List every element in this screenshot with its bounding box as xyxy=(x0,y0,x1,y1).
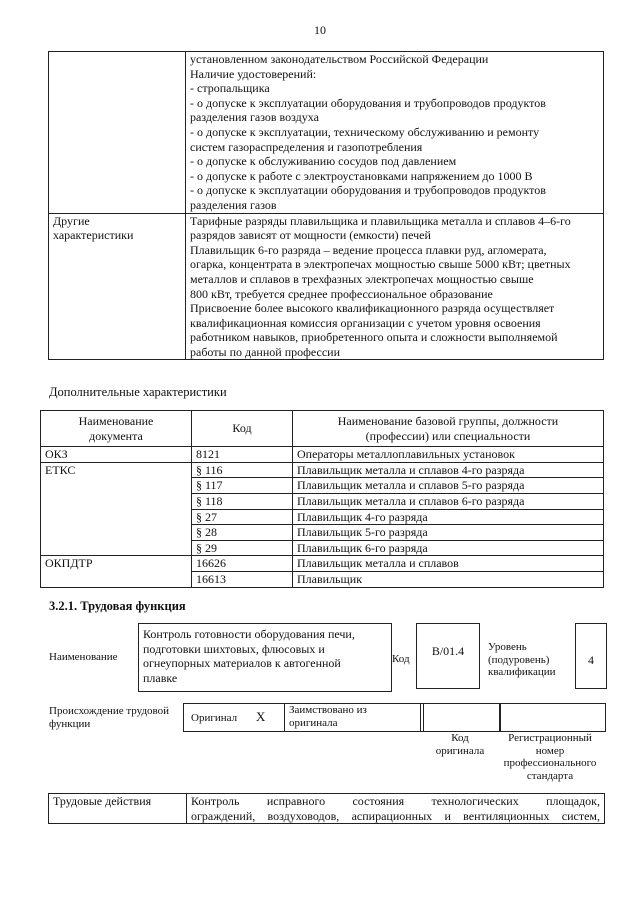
borrowed-box xyxy=(284,703,424,732)
group-name-cell: Плавильщик xyxy=(293,571,604,587)
group-name-cell: Плавильщик 6-го разряда xyxy=(293,540,604,556)
function-name-line: подготовки шихтовых, флюсовых и xyxy=(143,641,325,656)
text-line: Наличие удостоверений: xyxy=(190,66,317,81)
requirements-table xyxy=(48,51,604,360)
code-cell: § 118 xyxy=(192,493,293,509)
original-mark: Х xyxy=(256,709,266,724)
text-line: - о допуске к эксплуатации оборудования и трубопроводов продуктов xyxy=(190,183,546,198)
borrowed-label-line: оригинала xyxy=(289,716,338,729)
table-row xyxy=(49,794,605,824)
text-line: огарка, концентрата в электропечах мощностью свыше 5000 кВт; цветных xyxy=(190,257,571,272)
document-cell xyxy=(41,509,192,525)
header-code-text: Код xyxy=(232,421,252,436)
table-row xyxy=(41,493,604,509)
header-group-name xyxy=(293,411,604,447)
table-row xyxy=(41,571,604,587)
text-line: работником навыков, приобретенного опыта и сложности выполняемой xyxy=(190,330,558,345)
text-line: - о допуске к работе с электроустановками напряжением до 1000 В xyxy=(190,168,533,183)
text-line: Присвоение более высокого квалификационного разряда осуществляет xyxy=(190,301,555,316)
document-cell xyxy=(41,525,192,541)
text-line: разрядов зависят от мощности (емкости) печей xyxy=(190,228,431,243)
text-line: Плавильщик 6-го разряда – ведение процесса плавки руд, агломерата, xyxy=(190,242,547,257)
labor-function-heading: 3.2.1. Трудовая функция xyxy=(49,599,186,613)
table-row xyxy=(41,556,604,572)
origin-label-line: Происхождение трудовой xyxy=(49,705,170,717)
table-row xyxy=(49,213,604,360)
action-line: ограждений, воздуховодов, аспирационных и вентиляционных систем, xyxy=(191,808,600,823)
level-value-box xyxy=(575,623,607,689)
header-document-line: документа xyxy=(89,428,143,443)
header-document-line: Наименование xyxy=(78,414,154,428)
document-cell xyxy=(41,571,192,587)
text-line: разделения газов xyxy=(190,197,277,212)
label-line: Другие xyxy=(53,213,90,228)
code-cell: § 28 xyxy=(192,525,293,541)
labor-actions-label: Трудовые действия xyxy=(49,794,187,824)
function-name-box xyxy=(138,623,392,692)
text-line: работы по данной профессии xyxy=(190,344,341,359)
text-line: квалификационная комиссия организации с учетом уровня освоения xyxy=(190,315,541,330)
registration-number-line: Регистрационный xyxy=(508,732,592,744)
table-row xyxy=(41,462,604,478)
label-line: характеристики xyxy=(53,228,134,243)
text-line: разделения газов воздуха xyxy=(190,110,319,125)
level-label-line: квалификации xyxy=(488,666,556,678)
group-name-cell: Плавильщик металла и сплавов 5-го разряда xyxy=(293,478,604,494)
labor-actions-table xyxy=(48,793,605,824)
page-number: 10 xyxy=(314,23,326,37)
code-cell: § 27 xyxy=(192,509,293,525)
additional-characteristics-table xyxy=(40,410,604,588)
origin-label xyxy=(49,705,169,730)
code-original-box xyxy=(420,703,500,732)
code-label: Код xyxy=(392,653,410,665)
level-value: 4 xyxy=(588,653,594,667)
document-cell: ОКЗ xyxy=(41,447,192,463)
certificates-cell xyxy=(186,52,604,214)
group-name-cell: Операторы металлоплавильных установок xyxy=(293,447,604,463)
code-cell: § 116 xyxy=(192,462,293,478)
labor-actions-cell xyxy=(187,794,605,824)
code-cell: § 29 xyxy=(192,540,293,556)
additional-characteristics-title: Дополнительные характеристики xyxy=(49,385,227,399)
origin-label-line: функции xyxy=(49,717,91,730)
document-cell: ОКПДТР xyxy=(41,556,192,572)
code-cell: 16613 xyxy=(192,571,293,587)
name-label: Наименование xyxy=(49,651,118,663)
text-line: 800 кВт, требуется среднее профессиональное образование xyxy=(190,286,493,301)
header-group-line: Наименование базовой группы, должности xyxy=(337,414,559,428)
code-cell: 8121 xyxy=(192,447,293,463)
group-name-cell: Плавильщик 4-го разряда xyxy=(293,509,604,525)
registration-number-caption xyxy=(494,732,606,782)
original-box xyxy=(183,703,285,732)
level-label-line: Уровень xyxy=(488,641,527,653)
text-line: - о допуске к обслуживанию сосудов под давлением xyxy=(190,154,457,169)
header-row xyxy=(41,411,604,447)
row-label-empty xyxy=(49,52,186,214)
group-name-cell: Плавильщик металла и сплавов 4-го разряда xyxy=(293,462,604,478)
registration-number-line: стандарта xyxy=(526,769,574,782)
header-code xyxy=(192,411,293,447)
registration-number-box xyxy=(500,703,606,732)
document-cell xyxy=(41,478,192,494)
header-document xyxy=(41,411,192,447)
other-characteristics-cell xyxy=(186,213,604,360)
table-row xyxy=(41,509,604,525)
table-row xyxy=(49,52,604,214)
level-label xyxy=(488,641,555,679)
text-line: металлов и сплавов в трехфазных электропечах мощностью свыше xyxy=(190,271,534,286)
registration-number-line: профессионального xyxy=(503,757,597,769)
text-line: систем газораспределения и газопотребления xyxy=(190,139,423,154)
level-label-line: (подуровень) xyxy=(488,653,550,666)
document-cell: ЕТКС xyxy=(41,462,192,478)
table-row xyxy=(41,478,604,494)
action-line: Контроль исправного состояния технологических площадок, xyxy=(191,794,600,808)
table-row xyxy=(41,540,604,556)
table-row xyxy=(41,525,604,541)
original-label: Оригинал xyxy=(191,712,238,724)
document-cell xyxy=(41,540,192,556)
borrowed-label-line: Заимствовано из xyxy=(289,704,367,716)
text-line: Тарифные разряды плавильщика и плавильщика металла и сплавов 4–6-го xyxy=(190,213,571,228)
text-line: - стропальщика xyxy=(190,81,270,96)
code-cell: § 117 xyxy=(192,478,293,494)
code-original-caption xyxy=(420,732,500,757)
function-name-line: Контроль готовности оборудования печи, xyxy=(143,627,355,641)
group-name-cell: Плавильщик 5-го разряда xyxy=(293,525,604,541)
function-name-line: огнеупорных материалов к автогенной xyxy=(143,656,341,671)
document-cell xyxy=(41,493,192,509)
code-value-box xyxy=(416,623,480,689)
function-name-line: плавке xyxy=(143,670,178,685)
registration-number-line: номер xyxy=(535,744,565,757)
code-value: В/01.4 xyxy=(431,643,465,658)
other-characteristics-label xyxy=(49,213,186,360)
group-name-cell: Плавильщик металла и сплавов xyxy=(293,556,604,572)
code-original-line: Код xyxy=(451,732,469,744)
table-row xyxy=(41,447,604,463)
code-original-line: оригинала xyxy=(435,744,485,757)
header-group-line: (профессии) или специальности xyxy=(365,428,531,443)
text-line: установленном законодательством Российской Федерации xyxy=(190,52,489,66)
text-line: - о допуске к эксплуатации, техническому обслуживанию и ремонту xyxy=(190,124,540,139)
group-name-cell: Плавильщик металла и сплавов 6-го разряда xyxy=(293,493,604,509)
code-cell: 16626 xyxy=(192,556,293,572)
text-line: - о допуске к эксплуатации оборудования и трубопроводов продуктов xyxy=(190,95,546,110)
